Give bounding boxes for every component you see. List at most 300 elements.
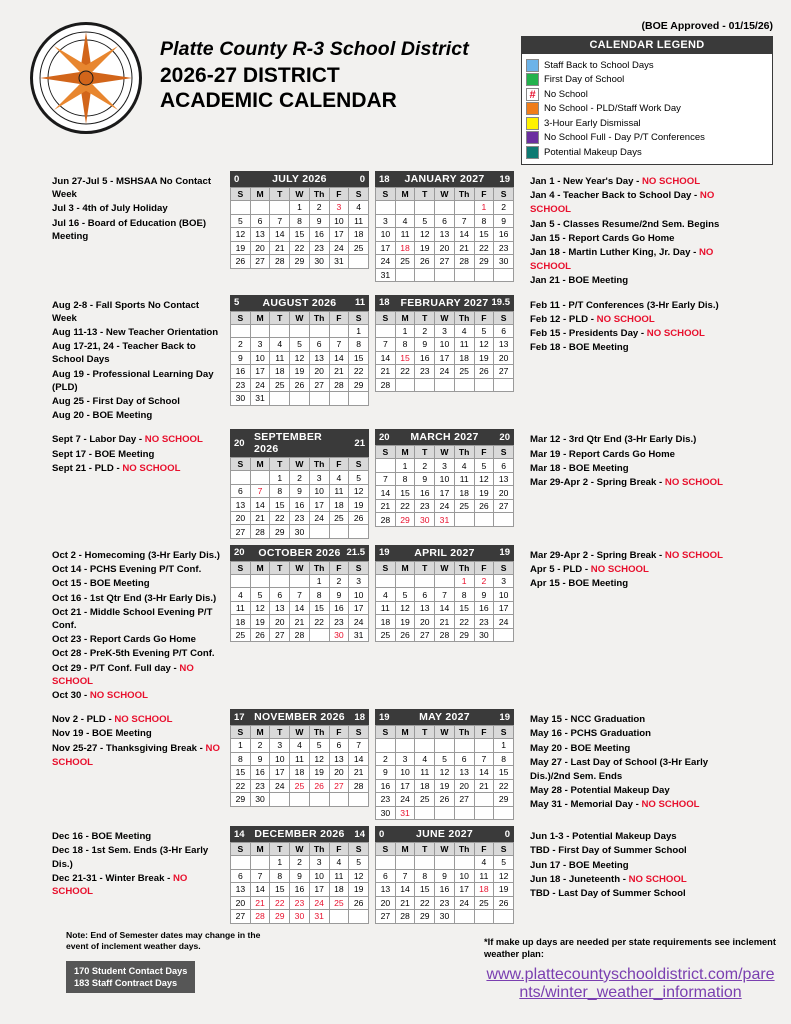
weekday-header: W — [435, 726, 455, 739]
day-cell: 13 — [309, 351, 329, 365]
day-cell: 26 — [474, 499, 494, 513]
note-text: Feb 11 - P/T Conferences (3-Hr Early Dis.) — [530, 299, 719, 311]
day-cell: 28 — [474, 793, 494, 807]
day-cell: 13 — [231, 498, 251, 512]
week-row — [376, 739, 514, 753]
weekday-header: M — [250, 843, 270, 856]
calendar-note — [52, 662, 224, 688]
day-cell: 13 — [376, 883, 396, 897]
weekday-header: S — [494, 726, 514, 739]
day-cell — [395, 856, 415, 870]
weekday-header: T — [415, 446, 435, 459]
day-cell — [250, 574, 270, 588]
week-row — [231, 615, 369, 629]
legend-label: Staff Back to School Days — [544, 59, 654, 71]
day-cell — [494, 513, 514, 527]
day-cell: 25 — [231, 628, 251, 642]
day-cell: 20 — [435, 241, 455, 255]
day-cell — [329, 793, 349, 807]
week-row — [231, 338, 369, 352]
day-cell: 5 — [309, 739, 329, 753]
weekday-header: F — [329, 843, 349, 856]
weekday-header: M — [395, 311, 415, 324]
month-count-left: 20 — [234, 547, 245, 559]
day-cell: 10 — [376, 228, 396, 242]
month-count-left: 14 — [234, 828, 245, 840]
day-cell — [231, 324, 251, 338]
day-cell: 5 — [349, 856, 369, 870]
month-header — [375, 295, 514, 311]
weekday-header: F — [329, 311, 349, 324]
day-cell: 25 — [349, 241, 369, 255]
week-row — [376, 883, 514, 897]
day-cell: 20 — [250, 241, 270, 255]
day-cell: 24 — [435, 365, 455, 379]
day-cell: 12 — [309, 752, 329, 766]
day-cell: 31 — [435, 513, 455, 527]
day-cell — [494, 268, 514, 282]
day-cell: 18 — [376, 615, 396, 629]
weekday-header: S — [349, 561, 369, 574]
day-cell: 18 — [270, 365, 290, 379]
day-cell — [309, 324, 329, 338]
week-row — [376, 869, 514, 883]
day-cell: 12 — [250, 601, 270, 615]
day-cell — [395, 201, 415, 215]
day-cell — [290, 793, 310, 807]
month-grid — [230, 311, 369, 406]
day-cell: 22 — [231, 779, 251, 793]
note-text: Jan 5 - Classes Resume/2nd Sem. Begins — [530, 218, 720, 230]
day-cell: 11 — [454, 338, 474, 352]
day-cell: 6 — [329, 739, 349, 753]
calendar-note — [52, 633, 224, 646]
calendar-note — [52, 872, 224, 898]
week-row — [376, 513, 514, 527]
day-cell: 2 — [290, 856, 310, 870]
weekday-header: S — [494, 561, 514, 574]
week-row — [376, 896, 514, 910]
weekday-header: F — [474, 311, 494, 324]
month-header — [375, 171, 514, 187]
day-cell: 5 — [231, 214, 251, 228]
week-row — [376, 378, 514, 392]
day-cell: 9 — [494, 214, 514, 228]
week-row — [376, 752, 514, 766]
weekday-header: M — [395, 446, 415, 459]
month-count-right: 19 — [499, 711, 510, 723]
day-cell: 28 — [250, 910, 270, 924]
week-row — [231, 793, 369, 807]
week-row — [376, 365, 514, 379]
note-highlight: NO SCHOOL — [89, 689, 148, 701]
day-cell: 22 — [270, 896, 290, 910]
day-cell: 17 — [349, 601, 369, 615]
calendar-note — [530, 274, 736, 287]
page-title — [160, 14, 469, 113]
month-count-left: 0 — [234, 173, 240, 185]
day-cell — [474, 806, 494, 820]
calendar-note — [530, 873, 736, 886]
day-cell: 11 — [290, 752, 310, 766]
day-cell: 20 — [270, 615, 290, 629]
day-cell: 27 — [231, 525, 251, 539]
day-cell: 29 — [415, 910, 435, 924]
day-cell: 16 — [290, 883, 310, 897]
day-cell: 30 — [290, 910, 310, 924]
day-cell — [415, 268, 435, 282]
weekday-header: M — [395, 188, 415, 201]
week-row — [376, 499, 514, 513]
week-row — [231, 241, 369, 255]
month-name: JUNE 2027 — [416, 828, 473, 841]
day-cell — [250, 324, 270, 338]
day-cell: 2 — [309, 201, 329, 215]
day-cell: 19 — [435, 779, 455, 793]
day-cell — [250, 201, 270, 215]
day-cell: 30 — [329, 628, 349, 642]
weekday-header: S — [376, 561, 396, 574]
day-cell: 2 — [415, 459, 435, 473]
day-cell — [231, 201, 251, 215]
day-cell: 31 — [395, 806, 415, 820]
month-grid — [230, 457, 369, 539]
day-cell: 19 — [494, 883, 514, 897]
day-cell: 26 — [349, 896, 369, 910]
day-cell: 24 — [454, 896, 474, 910]
day-cell: 20 — [329, 766, 349, 780]
semester-note: Note: End of Semester dates may change in the event of inclement weather days. — [66, 929, 261, 952]
note-text: Jan 4 - Teacher Back to School Day - — [530, 190, 700, 202]
weekday-header: S — [349, 188, 369, 201]
day-cell — [231, 574, 251, 588]
day-cell: 30 — [231, 392, 251, 406]
day-cell: 2 — [329, 574, 349, 588]
day-cell: 3 — [270, 739, 290, 753]
student-contact-days: 170 Student Contact Days — [74, 965, 188, 976]
day-cell: 27 — [250, 255, 270, 269]
day-cell: 10 — [250, 351, 270, 365]
day-cell: 15 — [474, 228, 494, 242]
weekday-header: W — [290, 726, 310, 739]
day-cell: 6 — [435, 214, 455, 228]
day-cell: 8 — [474, 214, 494, 228]
calendar-note — [52, 433, 224, 446]
day-cell: 8 — [270, 484, 290, 498]
month-grid — [375, 561, 514, 643]
day-cell: 17 — [454, 883, 474, 897]
month-grid — [230, 725, 369, 807]
day-cell: 3 — [349, 574, 369, 588]
day-cell — [270, 201, 290, 215]
notes-column-right — [520, 429, 736, 490]
day-cell: 27 — [435, 255, 455, 269]
day-cell: 17 — [435, 486, 455, 500]
week-row — [231, 739, 369, 753]
day-cell: 23 — [250, 779, 270, 793]
month-count-right: 21.5 — [346, 547, 365, 559]
calendar-note — [530, 742, 736, 755]
weekday-header: F — [474, 188, 494, 201]
calendar-note — [52, 368, 224, 394]
page-footer — [0, 930, 791, 1002]
month-header — [375, 709, 514, 725]
month-count-left: 19 — [379, 711, 390, 723]
calendar-row — [14, 709, 777, 820]
day-cell: 21 — [250, 511, 270, 525]
day-cell: 9 — [376, 766, 396, 780]
weekday-header: M — [250, 561, 270, 574]
day-cell: 9 — [290, 869, 310, 883]
month-count-right: 21 — [354, 437, 365, 449]
day-cell: 16 — [329, 601, 349, 615]
calendar-note — [530, 756, 736, 769]
calendar-note — [530, 476, 736, 489]
day-cell: 30 — [435, 910, 455, 924]
day-cell: 18 — [415, 779, 435, 793]
month-count-right: 11 — [354, 297, 365, 309]
day-cell — [415, 378, 435, 392]
day-cell: 10 — [309, 869, 329, 883]
day-cell: 21 — [454, 241, 474, 255]
weekday-header: T — [270, 311, 290, 324]
legend-label: No School - PLD/Staff Work Day — [544, 103, 681, 114]
day-cell: 10 — [329, 214, 349, 228]
day-cell — [250, 856, 270, 870]
day-cell — [376, 574, 396, 588]
note-text: Apr 5 - PLD - — [530, 564, 591, 576]
day-cell: 3 — [435, 459, 455, 473]
day-cell: 7 — [454, 214, 474, 228]
day-cell: 6 — [494, 324, 514, 338]
day-cell — [494, 910, 514, 924]
day-cell: 28 — [270, 255, 290, 269]
day-cell: 5 — [474, 459, 494, 473]
boe-approved-text: (BOE Approved - 01/15/26) — [641, 20, 773, 32]
day-cell: 1 — [270, 856, 290, 870]
weekday-header: Th — [454, 446, 474, 459]
calendar-row — [14, 295, 777, 424]
day-cell: 11 — [415, 766, 435, 780]
month-name: JANUARY 2027 — [404, 173, 485, 185]
day-cell: 7 — [376, 472, 396, 486]
weekday-header: Th — [454, 561, 474, 574]
calendar-note — [52, 462, 224, 475]
weekday-header: S — [231, 561, 251, 574]
week-row — [231, 869, 369, 883]
note-text: May 28 - Potential Makeup Day — [530, 785, 670, 797]
day-cell: 29 — [474, 255, 494, 269]
day-cell: 8 — [395, 472, 415, 486]
inclement-weather-link[interactable]: www.plattecountyschooldistrict.com/parents/winter_weather_information — [486, 965, 775, 1001]
weekday-header: Th — [309, 726, 329, 739]
day-cell — [250, 471, 270, 485]
note-text: Dec 21-31 - Winter Break - — [52, 872, 173, 884]
day-cell: 9 — [415, 472, 435, 486]
week-row — [376, 255, 514, 269]
month-name: SEPTEMBER 2026 — [254, 431, 323, 456]
month-header — [230, 826, 369, 842]
weekday-header: S — [376, 843, 396, 856]
note-text: Oct 16 - 1st Qtr End (3-Hr Early Dis.) — [52, 592, 217, 604]
day-cell: 29 — [270, 525, 290, 539]
day-cell: 5 — [435, 752, 455, 766]
day-cell: 21 — [376, 499, 396, 513]
day-cell: 1 — [290, 201, 310, 215]
note-highlight: NO SCHOOL — [52, 662, 194, 687]
day-cell: 24 — [395, 793, 415, 807]
notes-column-right — [520, 709, 736, 812]
weekday-header: M — [250, 188, 270, 201]
note-text: Dec 18 - 1st Sem. Ends (3-Hr Early Dis.) — [52, 845, 209, 870]
day-cell: 18 — [454, 351, 474, 365]
weekday-header: T — [415, 843, 435, 856]
month-calendar-september-2026 — [230, 429, 369, 539]
day-cell — [270, 574, 290, 588]
note-text: Mar 18 - BOE Meeting — [530, 462, 629, 474]
weekday-header: W — [435, 561, 455, 574]
day-cell: 18 — [329, 883, 349, 897]
note-text: TBD - First Day of Summer School — [530, 845, 687, 857]
day-cell — [270, 793, 290, 807]
month-count-left: 20 — [234, 437, 245, 449]
day-cell: 3 — [250, 338, 270, 352]
week-row — [376, 574, 514, 588]
week-row — [231, 779, 369, 793]
day-cell: 15 — [309, 601, 329, 615]
month-header — [230, 709, 369, 725]
day-cell: 24 — [309, 896, 329, 910]
day-cell — [231, 471, 251, 485]
week-row — [376, 486, 514, 500]
day-cell: 5 — [494, 856, 514, 870]
day-cell: 24 — [349, 615, 369, 629]
week-row — [231, 214, 369, 228]
day-cell: 17 — [309, 498, 329, 512]
day-cell: 15 — [270, 498, 290, 512]
day-cell: 27 — [270, 628, 290, 642]
month-calendar-may-2027 — [375, 709, 514, 820]
month-name: OCTOBER 2026 — [258, 546, 341, 559]
month-header — [375, 826, 514, 842]
day-cell: 4 — [395, 214, 415, 228]
weekday-header: W — [435, 843, 455, 856]
legend-swatch-no-school: # — [526, 88, 539, 101]
month-name: NOVEMBER 2026 — [254, 711, 345, 724]
calendar-note — [52, 395, 224, 408]
day-cell: 29 — [290, 255, 310, 269]
day-cell: 17 — [376, 241, 396, 255]
week-row — [231, 511, 369, 525]
weekday-header: W — [435, 311, 455, 324]
weekday-header: Th — [309, 843, 329, 856]
note-highlight: SCHOOL — [530, 204, 572, 216]
day-cell — [474, 513, 494, 527]
day-cell: 12 — [290, 351, 310, 365]
day-cell: 4 — [474, 856, 494, 870]
month-count-left: 18 — [379, 173, 390, 185]
day-cell: 16 — [231, 365, 251, 379]
month-name: DECEMBER 2026 — [254, 828, 345, 841]
day-cell: 2 — [250, 739, 270, 753]
legend-swatch-makeup — [526, 146, 539, 159]
weekday-header: S — [231, 311, 251, 324]
weekday-header: T — [415, 561, 435, 574]
day-cell — [474, 268, 494, 282]
day-cell — [474, 378, 494, 392]
weekday-header: T — [415, 188, 435, 201]
day-cell: 13 — [329, 752, 349, 766]
day-cell: 16 — [494, 228, 514, 242]
district-seal-logo — [30, 22, 142, 134]
calendar-row — [14, 429, 777, 539]
day-cell: 29 — [309, 628, 329, 642]
day-cell: 29 — [231, 793, 251, 807]
day-cell — [329, 324, 349, 338]
calendar-rows — [0, 165, 791, 924]
day-cell: 15 — [270, 883, 290, 897]
note-text: May 15 - NCC Graduation — [530, 714, 646, 726]
weekday-header: Th — [309, 311, 329, 324]
day-cell: 21 — [250, 896, 270, 910]
day-cell — [435, 739, 455, 753]
notes-column-right — [520, 295, 736, 356]
day-cell: 6 — [231, 869, 251, 883]
day-cell: 18 — [231, 615, 251, 629]
day-cell: 25 — [270, 378, 290, 392]
day-cell: 13 — [231, 883, 251, 897]
day-cell: 19 — [415, 241, 435, 255]
calendar-note — [530, 448, 736, 461]
note-text: Mar 29-Apr 2 - Spring Break - — [530, 549, 665, 561]
day-cell: 8 — [395, 338, 415, 352]
note-text: Aug 17-21, 24 - Teacher Back to School Days — [52, 341, 196, 366]
day-cell: 8 — [270, 869, 290, 883]
day-cell: 23 — [415, 365, 435, 379]
weekday-header: S — [231, 458, 251, 471]
day-cell: 14 — [395, 883, 415, 897]
note-text: Jul 3 - 4th of July Holiday — [52, 203, 168, 215]
note-text: Oct 2 - Homecoming (3-Hr Early Dis.) — [52, 549, 220, 561]
legend-area — [521, 14, 777, 165]
day-cell: 8 — [349, 338, 369, 352]
week-row — [376, 324, 514, 338]
legend-swatch-first-day — [526, 73, 539, 86]
day-cell: 26 — [415, 255, 435, 269]
week-row — [376, 588, 514, 602]
weekday-header: M — [250, 458, 270, 471]
day-cell: 27 — [494, 499, 514, 513]
day-cell: 18 — [454, 486, 474, 500]
day-cell: 5 — [395, 588, 415, 602]
day-cell: 13 — [415, 601, 435, 615]
day-cell: 11 — [329, 869, 349, 883]
day-cell: 22 — [270, 511, 290, 525]
week-row — [231, 628, 369, 642]
week-row — [231, 896, 369, 910]
day-cell: 10 — [494, 588, 514, 602]
day-cell: 16 — [290, 498, 310, 512]
day-cell: 9 — [435, 869, 455, 883]
weekday-header: M — [395, 726, 415, 739]
day-cell: 1 — [494, 739, 514, 753]
calendar-note — [530, 798, 736, 811]
day-cell — [376, 201, 396, 215]
day-cell: 14 — [250, 498, 270, 512]
weekday-header: Th — [309, 458, 329, 471]
calendar-note — [52, 606, 224, 632]
day-cell: 12 — [494, 869, 514, 883]
